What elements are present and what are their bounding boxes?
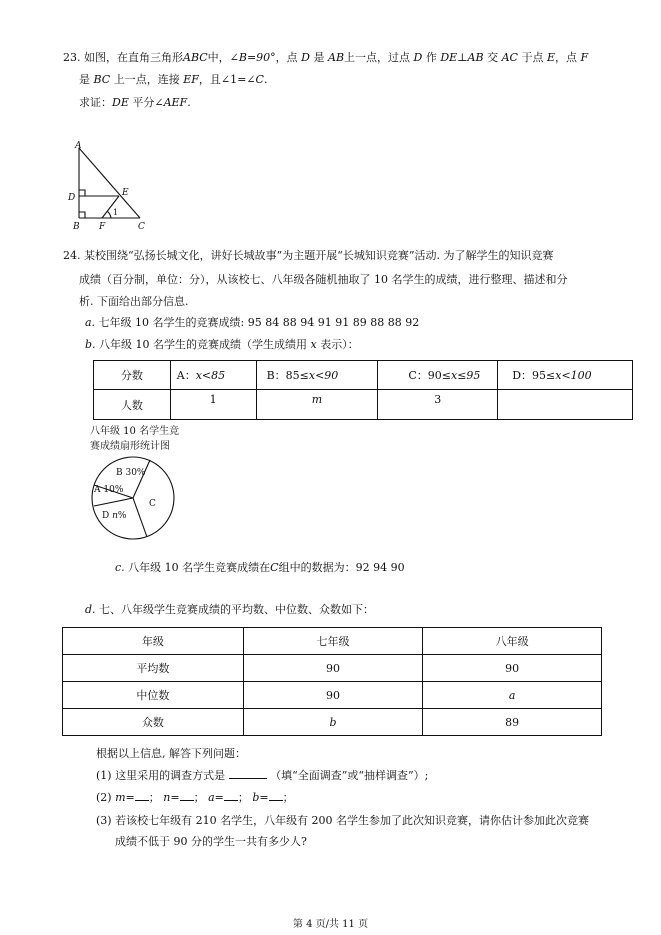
- q24-intro-1: 24. 某校围绕“弘扬长城文化，讲好长城故事”为主题开展“长城知识竞赛”活动. 为了解学生的知识竞赛: [63, 249, 554, 262]
- q24-info-c: c. 八年级 10 名学生竞赛成绩在C组中的数据为：92 94 90: [115, 561, 405, 574]
- median-grade7: 90: [243, 682, 423, 709]
- group-b-count: m: [256, 390, 378, 420]
- grade8-distribution-table: [93, 360, 633, 420]
- row-median-label: 中位数: [63, 682, 244, 709]
- q24-instruction: 根据以上信息, 解答下列问题：: [96, 747, 246, 760]
- table-row: [94, 361, 633, 390]
- q24-sub3-line-1: (3) 若该校七年级有 210 名学生，八年级有 200 名学生参加了此次知识竞赛，请你估计参加此次竞赛: [96, 814, 590, 827]
- count-header: 人数: [94, 390, 171, 420]
- pie-chart: [85, 452, 185, 552]
- pie-label-d: D n%: [102, 511, 127, 521]
- pie-divider-b-c: [133, 460, 150, 498]
- pie-divider-a-d: [94, 498, 133, 506]
- label-f: F: [99, 222, 106, 232]
- q24-intro-3: 析. 下面给出部分信息.: [79, 295, 189, 308]
- q24-sub2: (2) m= ； n= ； a= ； b= ；: [96, 791, 294, 804]
- right-angle-d: [79, 190, 85, 196]
- answer-blank-n[interactable]: [180, 800, 194, 801]
- label-b: B: [73, 222, 80, 232]
- group-c-cell: C：90≤x≤95: [378, 361, 498, 390]
- group-b-cell: B：85≤x<90: [256, 361, 378, 390]
- triangle-figure: [65, 140, 165, 235]
- table-row: [63, 628, 602, 655]
- angle-1-arc: [108, 212, 112, 219]
- answer-blank-m[interactable]: [135, 800, 149, 801]
- mode-grade8: 89: [423, 709, 602, 736]
- score-header: 分数: [94, 361, 171, 390]
- pie-title-2: 赛成绩扇形统计图: [90, 441, 170, 452]
- label-d: D: [68, 193, 76, 203]
- q23-line-2: 是 BC 上一点，连接 EF，且∠1=∠C.: [79, 73, 268, 86]
- q24-info-d: d. 七、八年级学生竞赛成绩的平均数、中位数、众数如下：: [85, 603, 375, 616]
- answer-blank-a[interactable]: [224, 800, 238, 801]
- answer-blank-b[interactable]: [269, 800, 283, 801]
- page-footer: 第 4 页/共 11 页: [292, 919, 369, 930]
- statistics-table: [62, 627, 602, 736]
- header-grade: 年级: [63, 628, 244, 655]
- group-d-count: [498, 390, 633, 420]
- table-row: [63, 709, 602, 736]
- q24-sub1: (1) 这里采用的调查方式是 （填“全面调查”或“抽样调查”）;: [96, 769, 429, 782]
- pie-label-b: B 30%: [116, 468, 146, 478]
- mean-grade8: 90: [423, 655, 602, 682]
- q24-intro-2: 成绩（百分制，单位：分），从该校七、八年级各随机抽取了 10 名学生的成绩，进行整理、描述和分: [79, 273, 568, 286]
- label-c: C: [138, 222, 145, 232]
- group-a-count: 1: [170, 390, 256, 420]
- table-row: [94, 390, 633, 420]
- group-d-cell: D：95≤x<100: [498, 361, 633, 390]
- row-mean-label: 平均数: [63, 655, 244, 682]
- right-angle-b: [79, 212, 85, 218]
- q23-line-1: 23. 如图，在直角三角形ABC中，∠B=90°，点 D 是 AB上一点，过点 D 作 DE⊥AB 交 AC 于点 E，点 F: [63, 51, 589, 64]
- answer-blank-survey-type[interactable]: [229, 778, 267, 779]
- label-e: E: [122, 188, 129, 198]
- pie-title-1: 八年级 10 名学生竞: [90, 426, 180, 437]
- q24-info-a: a. 七年级 10 名学生的竞赛成绩: 95 84 88 94 91 91 89 88 88 92: [85, 316, 420, 329]
- table-row: [63, 655, 602, 682]
- label-a: A: [75, 141, 82, 151]
- mode-grade7: b: [243, 709, 423, 736]
- pie-label-a: A 10%: [94, 485, 124, 495]
- q24-sub3-line-2: 成绩不低于 90 分的学生一共有多少人?: [115, 835, 307, 848]
- q23-prove: 求证：DE 平分∠AEF.: [79, 96, 191, 109]
- row-mode-label: 众数: [63, 709, 244, 736]
- q24-info-b: b. 八年级 10 名学生的竞赛成绩（学生成绩用 x 表示）：: [85, 338, 359, 351]
- table-row: [63, 682, 602, 709]
- mean-grade7: 90: [243, 655, 423, 682]
- pie-divider-d-c: [133, 498, 147, 537]
- header-grade8: 八年级: [423, 628, 602, 655]
- label-angle-1: 1: [113, 208, 119, 217]
- group-a-cell: A：x<85: [170, 361, 256, 390]
- group-c-count: 3: [378, 390, 498, 420]
- pie-label-c: C: [149, 499, 156, 509]
- median-grade8: a: [423, 682, 602, 709]
- header-grade7: 七年级: [243, 628, 423, 655]
